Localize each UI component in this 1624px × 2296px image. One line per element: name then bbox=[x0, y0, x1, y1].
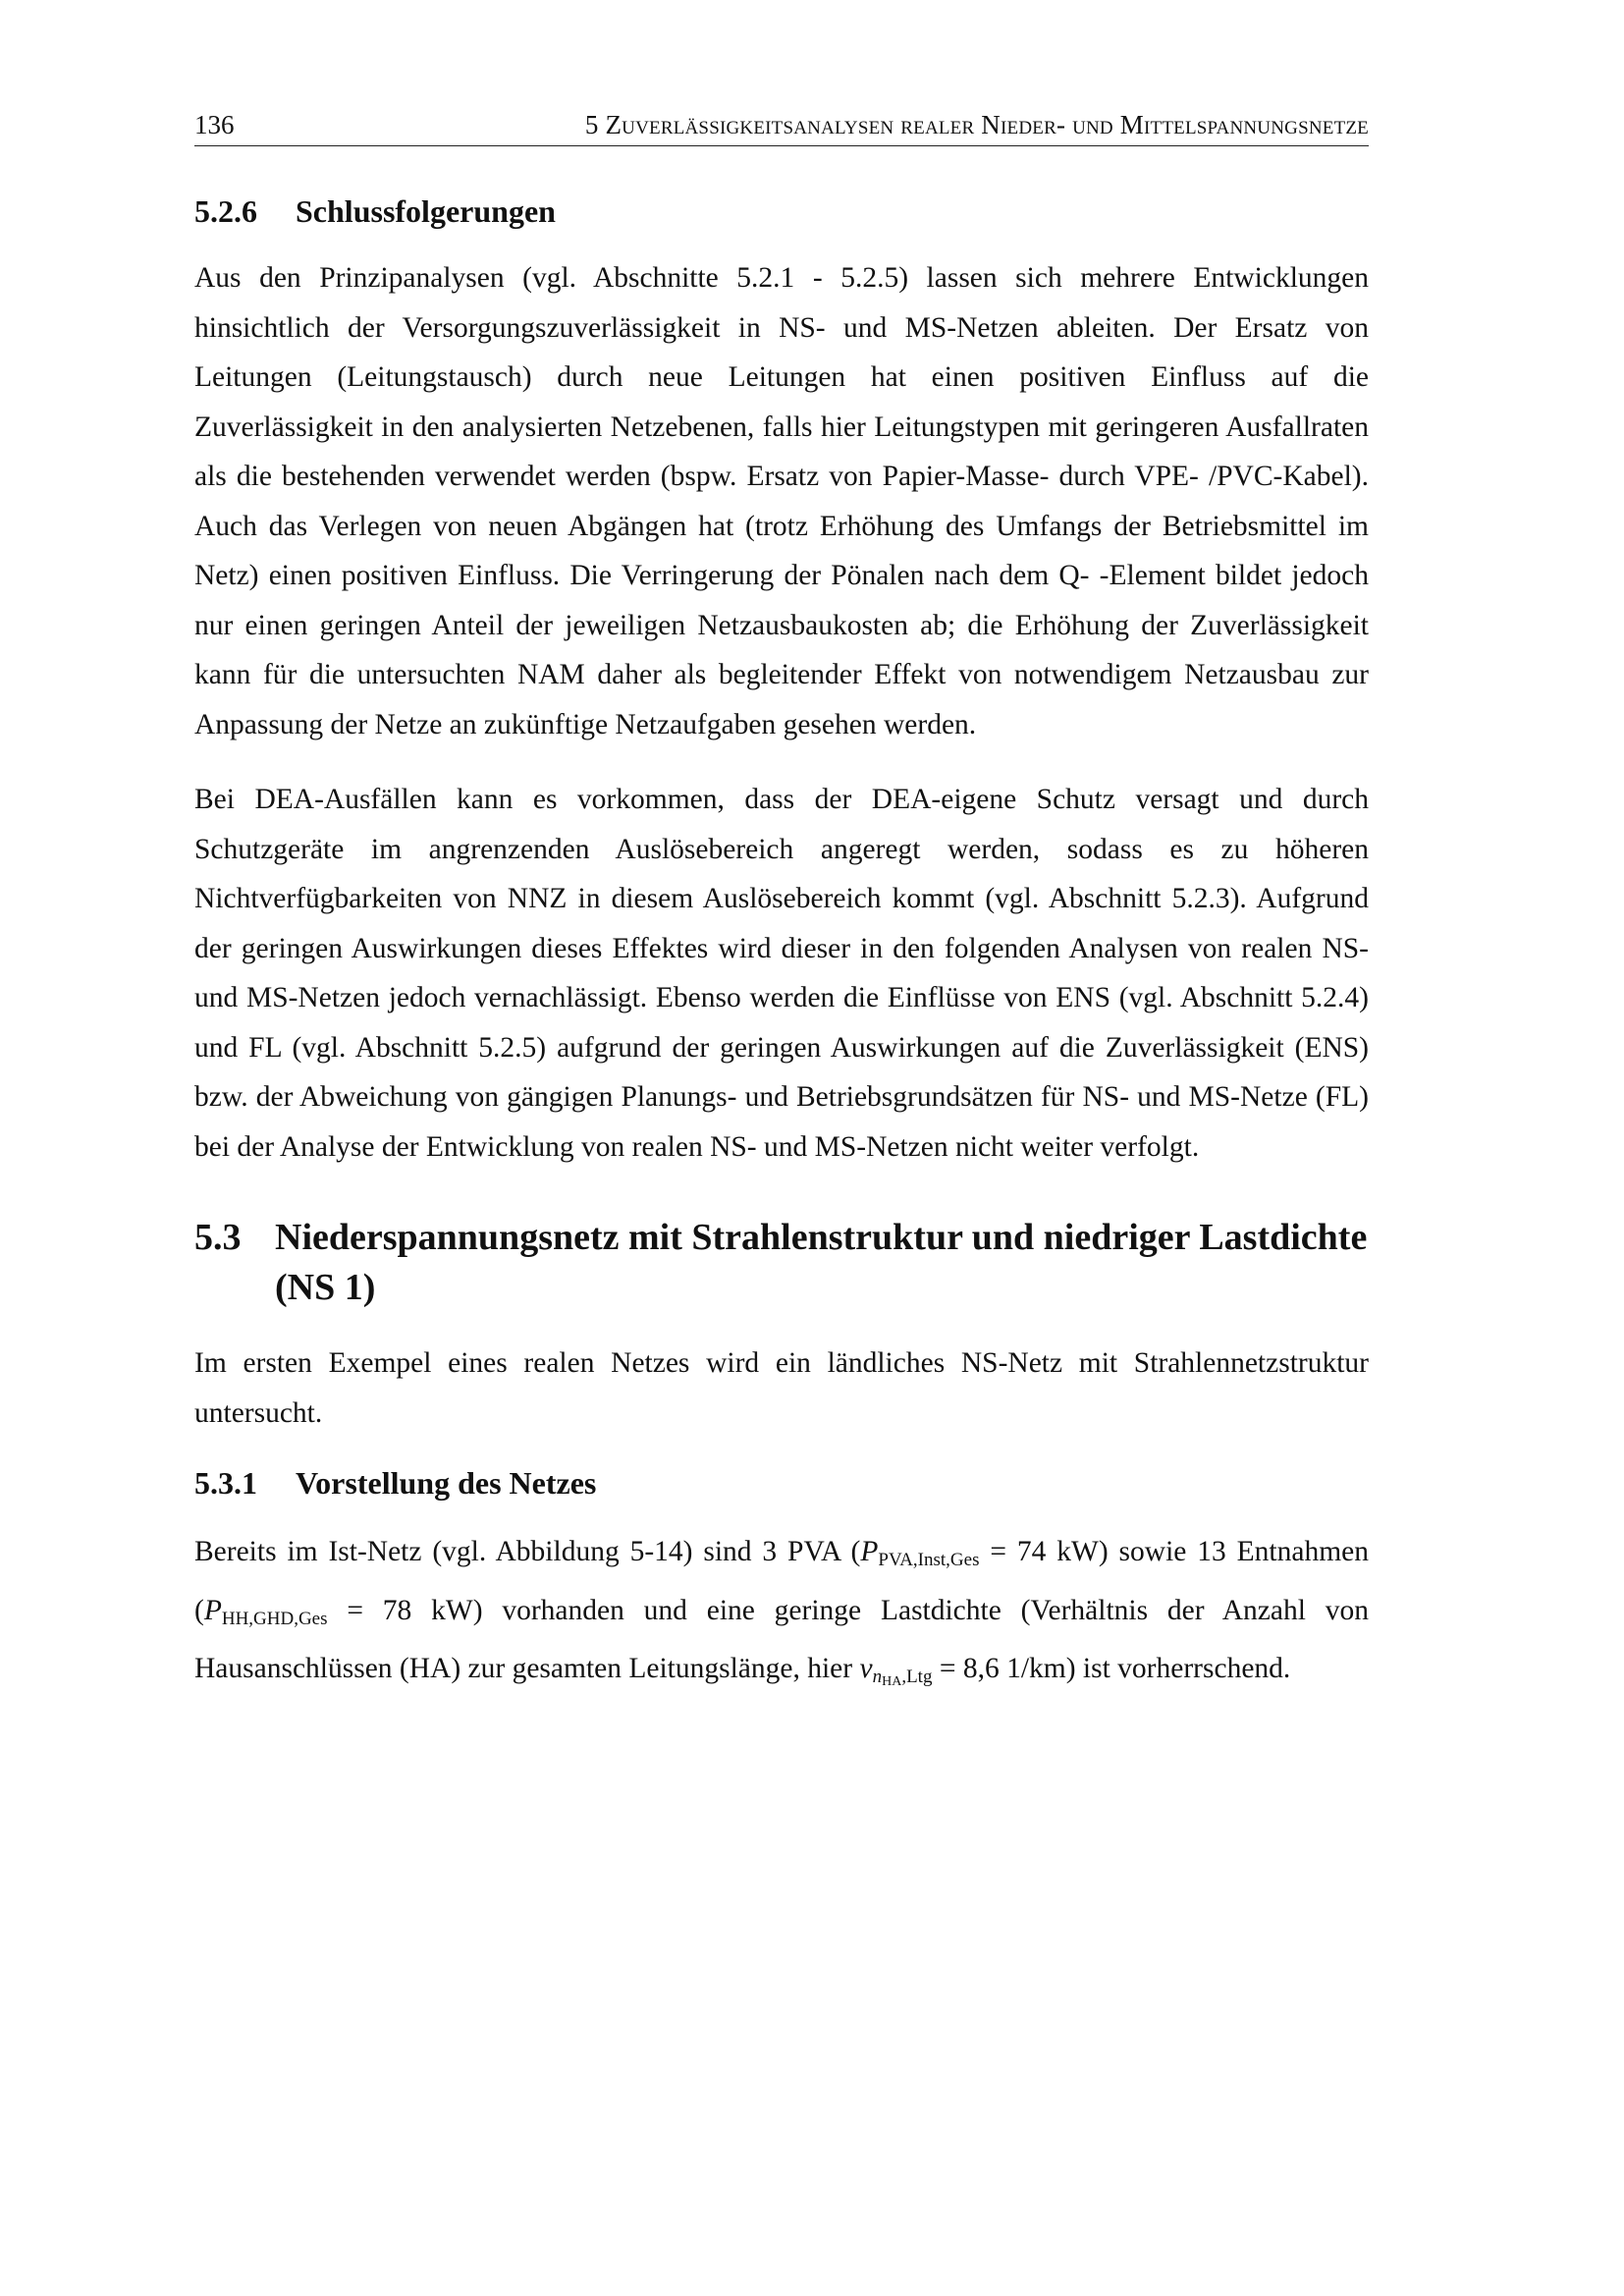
page-number: 136 bbox=[194, 110, 235, 139]
subscript-ltg: ,Ltg bbox=[901, 1667, 933, 1687]
subscript: HH,GHD,Ges bbox=[221, 1608, 328, 1629]
power-symbol: P bbox=[860, 1536, 879, 1567]
text-run: = 74 kW) sowie 13 Entnahmen ( bbox=[194, 1536, 1369, 1626]
section-heading-5-3 bbox=[194, 1213, 1369, 1313]
section-title: Vorstellung des Netzes bbox=[296, 1465, 597, 1501]
power-symbol: P bbox=[203, 1594, 222, 1626]
running-header bbox=[194, 110, 1369, 146]
subscript: PVA,Inst,Ges bbox=[878, 1550, 980, 1570]
paragraph: Bei DEA-Ausfällen kann es vorkommen, dass der DEA-eigene Schutz versagt und durch Schutzgeräte im angrenzenden Auslösebereich angeregt werden, sodass es zu höheren Nichtverfügbarkeiten von NNZ in diesem Auslösebereich kommt (vgl. Abschnitt 5.2.3). Aufgrund der geringen Auswirkungen dieses Effektes wird dieser in den folgenden Analysen von realen NS- und MS-Netzen jedoch vernachlässigt. Ebenso werden die Einflüsse von ENS (vgl. Abschnitt 5.2.4) und FL (vgl. Abschnitt 5.2.5) aufgrund der geringen Auswirkungen auf die Zuverlässigkeit (ENS) bzw. der Abweichung von gängigen Planungs- und Betriebsgrundsätzen für NS- und MS-Netze (FL) bei der Analyse der Entwicklung von realen NS- und MS-Netzen nicht weiter verfolgt. bbox=[194, 784, 1369, 1163]
paragraph: Aus den Prinzipanalysen (vgl. Abschnitte 5.2.1 - 5.2.5) lassen sich mehrere Entwicklungen hinsichtlich der Versorgungszuverlässigkeit in NS- und MS-Netzen ableiten. Der Ersatz von Leitungen (Leitungstausch) durch neue Leitungen hat einen positiven Einfluss auf die Zuverlässigkeit in den analysierten Netzebenen, falls hier Leitungstypen mit geringeren Ausfallraten als die bestehenden verwendet werden (bspw. Ersatz von Papier-Masse- durch VPE- /PVC-Kabel). Auch das Verlegen von neuen Abgängen hat (trotz Erhöhung des Umfangs der Betriebsmittel im Netz) einen positiven Einfluss. Die Verringerung der Pönalen nach dem Q- -Element bildet jedoch nur einen geringen Anteil der jeweiligen Netzausbaukosten ab; die Erhöhung der Zuverlässigkeit kann für die untersuchten NAM daher als begleitender Effekt von notwendigem Netzausbau zur Anpassung der Netze an zukünftige Netzaufgaben gesehen werden. bbox=[194, 262, 1369, 740]
text-run: = 8,6 1/km) ist vorherrschend. bbox=[932, 1653, 1291, 1684]
subscript-ha: HA bbox=[882, 1674, 902, 1689]
subscript-n: n bbox=[872, 1667, 883, 1687]
text-run: Bereits im Ist-Netz (vgl. Abbildung 5-14) sind 3 PVA ( bbox=[194, 1536, 861, 1567]
text-run: = 78 kW) vorhanden und eine geringe Lastdichte (Verhältnis der Anzahl von Hausanschlüssen (HA) zur gesamten Leitungslänge, hier bbox=[194, 1594, 1369, 1684]
document-page bbox=[194, 110, 1369, 1708]
section-title: Niederspannungsnetz mit Strahlenstruktur und niedriger Lastdichte (NS 1) bbox=[275, 1217, 1368, 1308]
paragraph bbox=[194, 1527, 1369, 1708]
subscript bbox=[873, 1667, 933, 1687]
section-heading-5-2-6 bbox=[194, 193, 1369, 230]
section-number: 5.2.6 bbox=[194, 193, 257, 229]
chapter-title: 5 Zuverlässigkeitsanalysen realer Nieder- und Mittelspannungsnetze bbox=[584, 110, 1369, 139]
density-symbol: v bbox=[859, 1653, 873, 1684]
section-number: 5.3 bbox=[194, 1217, 242, 1258]
section-title: Schlussfolgerungen bbox=[296, 193, 556, 229]
section-heading-5-3-1 bbox=[194, 1465, 1369, 1502]
section-number: 5.3.1 bbox=[194, 1465, 257, 1501]
paragraph: Im ersten Exempel eines realen Netzes wird ein ländliches NS-Netz mit Strahlennetzstruktur untersucht. bbox=[194, 1347, 1369, 1429]
